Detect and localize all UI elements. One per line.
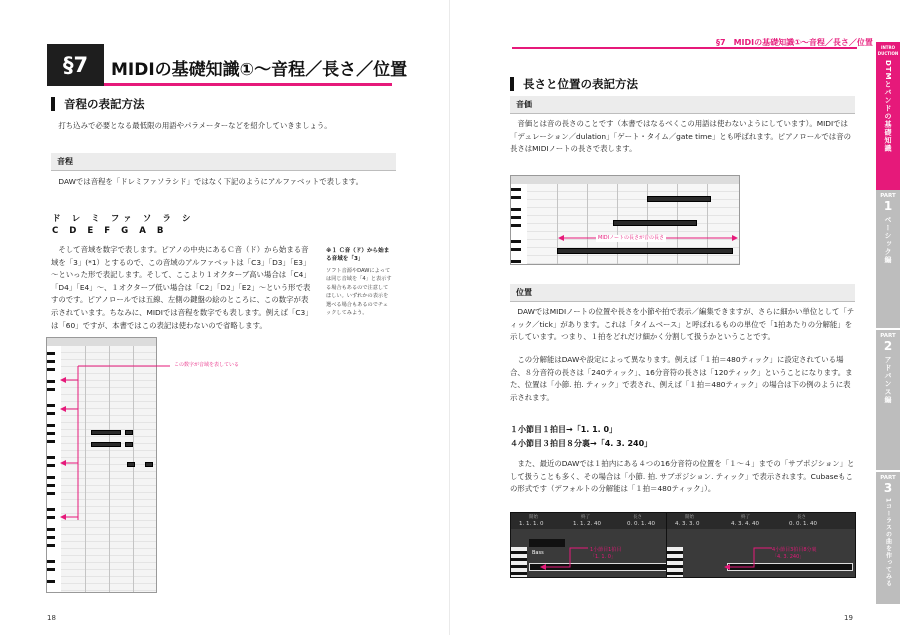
chapter-header (47, 44, 408, 86)
chapter-number: §7 (47, 44, 104, 86)
daw2-start: 4. 3. 3. 0 (675, 521, 700, 527)
daw1-arrow (540, 543, 590, 573)
daw2-length: 0. 0. 1. 40 (789, 521, 817, 527)
daw-screenshot-2: 開始 終了 長さ 4. 3. 3. 0 4. 3. 4. 40 0. 0. 1. 40 (666, 512, 856, 578)
daw1-callout: 1小節目1拍目 「1. 1. 0」 (590, 547, 622, 560)
daw2-callout: 4小節目3拍目8分裏 「4. 3. 240」 (772, 547, 817, 560)
tab-part-1-number: 1 (883, 199, 893, 213)
position-example-1: １小節目１拍目→「1. 1. 0」 (510, 425, 618, 434)
daw1-track-label: Bass (529, 539, 565, 547)
solfege-row: ド レ ミ ファ ソ ラ シ (52, 214, 195, 224)
footnote-text: ソフト音源やDAWによっては同じ音域を「4」と表示する場合もあるので注意してほしい。いずれかの表示を選べる場合もあるのでチェックしてみよう。 (326, 268, 392, 317)
tab-part-3[interactable]: PART 3 1コーラスの曲を作ってみる (876, 472, 900, 604)
footnote-heading: ※１ Ｃ音（ド）から始まる音域を「3」 (326, 248, 390, 262)
subsection-bar-length: 音価 (510, 96, 855, 114)
tab-part-2-label: アドバンス編 (884, 356, 892, 404)
right-page (450, 0, 900, 635)
tab-part-3-label: 1コーラスの曲を作ってみる (884, 498, 892, 588)
daw1-length: 0. 0. 1. 40 (627, 521, 655, 527)
position-paragraph-1: DAWではMIDIノートの位置や長さを小節や拍で表示／編集できますが、さらに細かい単位として「ティック／tick」があります。これは「タイムベース」と呼ばれるものの単位で「1拍あたりの分解能」を示しています。つまり、１拍をどれだけ細かく分割して扱うかということです。 (510, 307, 855, 342)
page-number-right: 19 (844, 614, 853, 622)
section-heading: 音程の表記方法 (51, 97, 145, 111)
letter-row: C D E F G A B (52, 226, 168, 236)
tab-intro-label: DTMとバンドの基礎知識 (884, 60, 892, 153)
daw2-arrow (724, 543, 774, 573)
length-grid (527, 184, 739, 264)
length-callout: MIDIノートの長さが音の長さ (598, 235, 664, 241)
daw1-start: 1. 1. 1. 0 (519, 521, 544, 527)
tab-part-2-number: 2 (883, 339, 893, 353)
daw-screenshot-1: 開始 終了 長さ 1. 1. 1. 0 1. 1. 2. 40 0. 0. 1. 40 Bass (510, 512, 682, 578)
tab-part-2[interactable]: PART 2 アドバンス編 (876, 330, 900, 470)
tab-part-1-label: ベーシック編 (884, 216, 892, 264)
subsection-bar-position: 位置 (510, 284, 855, 302)
subsection-bar: 音程 (51, 153, 396, 171)
section-heading-right: 長さと位置の表記方法 (510, 77, 638, 91)
tab-part-3-number: 3 (883, 481, 893, 495)
octave-callout-arrows (60, 360, 180, 520)
octave-callout-label: この数字が音域を表している (174, 362, 240, 368)
chapter-title: MIDIの基礎知識①～音程／長さ／位置 (111, 60, 408, 80)
midi-note (647, 196, 711, 202)
tab-intro-part: INTRO DUCTION (877, 45, 899, 56)
daw1-end: 1. 1. 2. 40 (573, 521, 601, 527)
length-piano-roll (510, 175, 740, 265)
intro-paragraph: 打ち込みで必要となる最低限の用語やパラメーターなどを紹介していきましょう。 (58, 121, 332, 130)
position-paragraph-3: また、最近のDAWでは１拍内にある４つの16分音符の位置を「１～４」までの「サブポジション」として扱うことも多く、その場合は「小節. 拍. サブポジション. ティック」で表示されます。Cubaseもこの形式です（デフォルトの分解能は「１拍＝480ティック」）。 (510, 459, 855, 494)
piano-keys-2 (511, 184, 528, 264)
page-number-left: 18 (47, 614, 56, 622)
position-paragraph-2: この分解能はDAWや設定によって異なります。例えば「１拍＝480ティック」に設定されている場合、８分音符の長さは「240ティック」、16分音符の長さは「120ティック」ということになります。また、位置は「小節. 拍. ティック」で表され、例えば「１拍＝480ティック」の場合は下の例のように表示されます。 (510, 355, 853, 402)
running-head-rule (512, 47, 857, 49)
pitch-paragraph-1: DAWでは音程を「ドレミファソラシド」ではなく下記のようにアルファベットで表します。 (58, 177, 363, 186)
position-example-2: ４小節目３拍目８分裏→「4. 3. 240」 (510, 439, 653, 448)
tab-part-1[interactable]: PART 1 ベーシック編 (876, 190, 900, 328)
tab-introduction[interactable] (876, 42, 900, 190)
midi-note (613, 220, 697, 226)
running-head: §7 MIDIの基礎知識①～音程／長さ／位置 (716, 38, 873, 47)
chapter-title-rule (104, 83, 392, 86)
daw2-end: 4. 3. 4. 40 (731, 521, 759, 527)
length-paragraph: 音価とは音の長さのことです（本書ではなるべくこの用語は使わないようにしています）。MIDIでは「デュレーション／dulation」「ゲート・タイム／gate time」とも呼ばれます。ピアノロールでは音の長さはMIDIノートの長さで表します。 (510, 119, 851, 154)
midi-note (557, 248, 733, 254)
pitch-paragraph-2: そして音域を数字で表します。ピアノの中央にあるＣ音（ド）から始まる音域を「3」(*1）とするので、この音域のアルファベットは「C3」「D3」「E3」～といった形で表記します。そして、ここより１オクターブ高い場合は「C4」「D4」「E4」～、１オクターブ低い場合は「C2」「D2」「E2」～という形で表すのです。ピアノロールでは五線、左側の鍵盤の絵のところに、この数字が表示されています。ちなみに、MIDIでは音程を数字でも表します。例えば「C3」は「60」ですが、本書ではこの表記は使わないので省略します。 (51, 245, 313, 330)
